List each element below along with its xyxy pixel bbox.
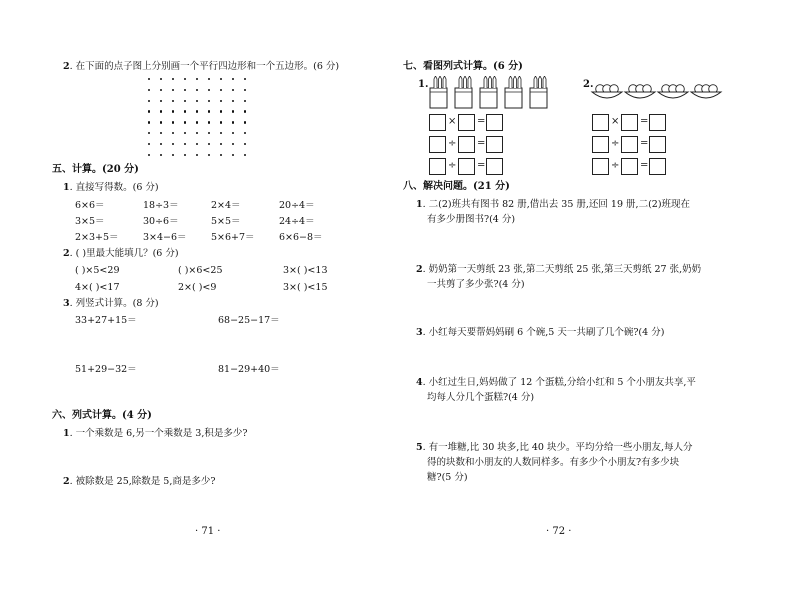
grid-dot: [220, 100, 222, 102]
answer-box[interactable]: [429, 136, 446, 153]
question-text: . 一个乘数是 6,另一个乘数是 3,积是多少?: [69, 428, 248, 439]
calc-cell[interactable]: 6×6−8＝: [279, 232, 323, 243]
grid-dot: [220, 110, 222, 112]
pencil-icon: [539, 76, 542, 88]
grid-dot: [196, 143, 198, 145]
section-7-title: 七、看图列式计算。(6 分): [403, 61, 523, 72]
grid-dot: [184, 100, 186, 102]
figure-2-number: 2.: [583, 79, 594, 90]
answer-box[interactable]: [592, 114, 609, 131]
grid-dot: [208, 154, 210, 156]
problem-line: 均每人分几个蛋糕?(4 分): [427, 392, 535, 403]
grid-dot: [172, 154, 174, 156]
question-number: 1: [63, 428, 70, 439]
question-text: . 二(2)班共有图书 82 册,借出去 35 册,还回 19 册,二(2)班现在: [422, 199, 691, 210]
grid-dot: [160, 154, 162, 156]
calc-cell[interactable]: 2×4＝: [211, 200, 241, 211]
fill-blank-item[interactable]: ( )×5<29: [75, 265, 120, 276]
equals-sign: =: [477, 160, 486, 171]
grid-dot: [148, 121, 150, 123]
grid-dot: [244, 100, 246, 102]
plate-icon: [691, 92, 721, 98]
part-number: 3: [63, 298, 70, 309]
answer-box[interactable]: [621, 114, 638, 131]
problem-line: 糖?(5 分): [427, 472, 468, 483]
grid-dot: [220, 78, 222, 80]
grid-dot: [172, 143, 174, 145]
question-number: 4: [416, 377, 423, 388]
calc-cell[interactable]: 18÷3＝: [143, 200, 179, 211]
answer-box[interactable]: [429, 158, 446, 175]
question-text: . 小红过生日,妈妈做了 12 个蛋糕,分给小红和 5 个小朋友共享,平: [422, 377, 696, 388]
calc-cell[interactable]: 24÷4＝: [279, 216, 315, 227]
question-text: . 奶奶第一天剪纸 23 张,第二天剪纸 25 张,第三天剪纸 27 张,奶奶: [422, 264, 702, 275]
grid-dot: [160, 143, 162, 145]
grid-dot: [184, 121, 186, 123]
answer-box[interactable]: [592, 158, 609, 175]
answer-box[interactable]: [486, 158, 503, 175]
grid-dot: [232, 110, 234, 112]
pencil-icon: [443, 76, 446, 88]
answer-box[interactable]: [458, 136, 475, 153]
grid-dot: [184, 132, 186, 134]
grid-dot: [232, 132, 234, 134]
grid-dot: [172, 132, 174, 134]
pencil-icon: [484, 76, 487, 88]
pencil-icon: [543, 76, 546, 88]
grid-dot: [148, 110, 150, 112]
vertical-calc-item[interactable]: 51+29−32＝: [75, 364, 137, 375]
problem-line: [416, 328, 664, 338]
answer-box[interactable]: [458, 114, 475, 131]
part-1-title: [63, 183, 159, 193]
grid-dot: [220, 143, 222, 145]
grid-dot: [232, 78, 234, 80]
question-number: 2: [416, 264, 423, 275]
answer-box[interactable]: [486, 136, 503, 153]
grid-dot: [148, 132, 150, 134]
part-text: . 直接写得数。(6 分): [69, 182, 159, 193]
grid-dot: [160, 100, 162, 102]
pencil-cups-figure: [428, 76, 558, 110]
grid-dot: [148, 154, 150, 156]
plate-icon: [625, 92, 655, 98]
operator-sign: ÷: [448, 138, 457, 149]
pencil-icon: [514, 76, 517, 88]
answer-box[interactable]: [621, 136, 638, 153]
answer-box[interactable]: [649, 136, 666, 153]
page-number: · 71 ·: [195, 526, 221, 537]
grid-dot: [196, 121, 198, 123]
grid-dot: [232, 143, 234, 145]
equals-sign: =: [640, 116, 649, 127]
grid-dot: [160, 78, 162, 80]
equals-sign: =: [640, 138, 649, 149]
figure-1-number: 1.: [418, 79, 429, 90]
grid-dot: [208, 121, 210, 123]
grid-dot: [196, 89, 198, 91]
pencil-cup-icon: [455, 88, 472, 108]
problem-line: 一共剪了多少张?(4 分): [427, 279, 525, 290]
grid-dot: [244, 121, 246, 123]
problem-line: [416, 265, 701, 275]
plate-icon: [592, 92, 622, 98]
grid-dot: [196, 154, 198, 156]
pencil-icon: [489, 76, 492, 88]
fill-blank-item[interactable]: 4×( )<17: [75, 282, 120, 293]
part-text: . ( )里最大能填几？(6 分): [69, 248, 179, 259]
pencil-icon: [493, 76, 496, 88]
problem-line: [416, 443, 692, 453]
grid-dot: [172, 89, 174, 91]
grid-dot: [220, 121, 222, 123]
part-text: . 列竖式计算。(8 分): [69, 298, 159, 309]
word-question: [63, 477, 215, 487]
grid-dot: [172, 78, 174, 80]
page-number: · 72 ·: [546, 526, 572, 537]
question-number: 5: [416, 442, 423, 453]
calc-cell[interactable]: 3×4−6＝: [143, 232, 187, 243]
operator-sign: ×: [611, 116, 620, 127]
grid-dot: [220, 132, 222, 134]
grid-dot: [208, 132, 210, 134]
pencil-icon: [464, 76, 467, 88]
equals-sign: =: [477, 116, 486, 127]
grid-dot: [196, 78, 198, 80]
grid-dot: [232, 154, 234, 156]
pencil-icon: [468, 76, 471, 88]
fill-blank-item[interactable]: ( )×6<25: [178, 265, 223, 276]
answer-box[interactable]: [621, 158, 638, 175]
grid-dot: [148, 143, 150, 145]
grid-dot: [184, 154, 186, 156]
grid-dot: [172, 121, 174, 123]
grid-dot: [196, 100, 198, 102]
section-8-title: 八、解决问题。(21 分): [403, 181, 510, 192]
problem-line: [416, 200, 690, 210]
grid-dot: [160, 132, 162, 134]
grid-dot: [208, 89, 210, 91]
grid-dot: [172, 110, 174, 112]
word-question: [63, 429, 247, 439]
answer-box[interactable]: [486, 114, 503, 131]
problem-line: 有多少册图书?(4 分): [427, 214, 516, 225]
problem-line: 得的块数和小朋友的人数同样多。有多少个小朋友?有多少块: [427, 457, 680, 468]
fill-blank-item[interactable]: 3×( )<13: [283, 265, 328, 276]
pencil-icon: [439, 76, 442, 88]
equals-sign: =: [640, 160, 649, 171]
question-text: . 被除数是 25,除数是 5,商是多少?: [69, 476, 216, 487]
grid-dot: [160, 121, 162, 123]
grid-dot: [160, 89, 162, 91]
grid-dot: [244, 89, 246, 91]
answer-box[interactable]: [458, 158, 475, 175]
grid-dot: [220, 154, 222, 156]
pencil-icon: [434, 76, 437, 88]
grid-dot: [184, 78, 186, 80]
answer-box[interactable]: [429, 114, 446, 131]
calc-cell[interactable]: 30÷6＝: [143, 216, 179, 227]
grid-dot: [232, 89, 234, 91]
grid-dot: [196, 132, 198, 134]
pencil-icon: [509, 76, 512, 88]
calc-cell[interactable]: 3×5＝: [75, 216, 105, 227]
pencil-icon: [518, 76, 521, 88]
pencil-icon: [534, 76, 537, 88]
operator-sign: ÷: [448, 160, 457, 171]
calc-cell[interactable]: 20÷4＝: [279, 200, 315, 211]
grid-dot: [208, 110, 210, 112]
grid-dot: [208, 143, 210, 145]
part-3-title: [63, 299, 159, 309]
answer-box[interactable]: [649, 114, 666, 131]
question-number: 2: [63, 61, 70, 72]
fill-blank-item[interactable]: 2×( )<9: [178, 282, 217, 293]
grid-dot: [232, 100, 234, 102]
part-number: 1: [63, 182, 70, 193]
pencil-cup-icon: [530, 88, 547, 108]
vertical-calc-item[interactable]: 68−25−17＝: [218, 315, 280, 326]
pencil-cup-icon: [480, 88, 497, 108]
vertical-calc-item[interactable]: 81−29+40＝: [218, 364, 280, 375]
question-number: 3: [416, 327, 423, 338]
fruit-plates-figure: [590, 80, 740, 104]
grid-dot: [220, 89, 222, 91]
grid-dot: [184, 89, 186, 91]
answer-box[interactable]: [592, 136, 609, 153]
question-text: . 有一堆糖,比 30 块多,比 40 块少。平均分给一些小朋友,每人分: [422, 442, 693, 453]
operator-sign: ×: [448, 116, 457, 127]
pencil-cup-icon: [430, 88, 447, 108]
question-text: . 在下面的点子图上分别画一个平行四边形和一个五边形。(6 分): [69, 61, 340, 72]
section-5-title: 五、计算。(20 分): [52, 164, 139, 175]
section-6-title: 六、列式计算。(4 分): [52, 410, 152, 421]
grid-dot: [184, 143, 186, 145]
vertical-calc-item[interactable]: 33+27+15＝: [75, 315, 137, 326]
problem-line: [416, 378, 696, 388]
answer-box[interactable]: [649, 158, 666, 175]
question-dot-grid: [63, 62, 339, 72]
grid-dot: [148, 100, 150, 102]
grid-dot: [148, 89, 150, 91]
operator-sign: ÷: [611, 160, 620, 171]
part-2-title: [63, 249, 179, 259]
grid-dot: [244, 132, 246, 134]
grid-dot: [148, 78, 150, 80]
grid-dot: [244, 78, 246, 80]
grid-dot: [184, 110, 186, 112]
grid-dot: [232, 121, 234, 123]
calc-cell[interactable]: 5×6+7＝: [211, 232, 255, 243]
grid-dot: [244, 143, 246, 145]
question-text: . 小红每天要帮妈妈刷 6 个碗,5 天一共刷了几个碗?(4 分): [422, 327, 665, 338]
operator-sign: ÷: [611, 138, 620, 149]
grid-dot: [208, 100, 210, 102]
grid-dot: [244, 110, 246, 112]
part-number: 2: [63, 248, 70, 259]
question-number: 2: [63, 476, 70, 487]
grid-dot: [172, 100, 174, 102]
calc-cell[interactable]: 5×5＝: [211, 216, 241, 227]
grid-dot: [160, 110, 162, 112]
calc-cell[interactable]: 6×6＝: [75, 200, 105, 211]
pencil-cup-icon: [505, 88, 522, 108]
grid-dot: [208, 78, 210, 80]
pencil-icon: [459, 76, 462, 88]
grid-dot: [196, 110, 198, 112]
plate-icon: [658, 92, 688, 98]
fill-blank-item[interactable]: 3×( )<15: [283, 282, 328, 293]
question-number: 1: [416, 199, 423, 210]
calc-cell[interactable]: 2×3+5＝: [75, 232, 119, 243]
grid-dot: [244, 154, 246, 156]
equals-sign: =: [477, 138, 486, 149]
